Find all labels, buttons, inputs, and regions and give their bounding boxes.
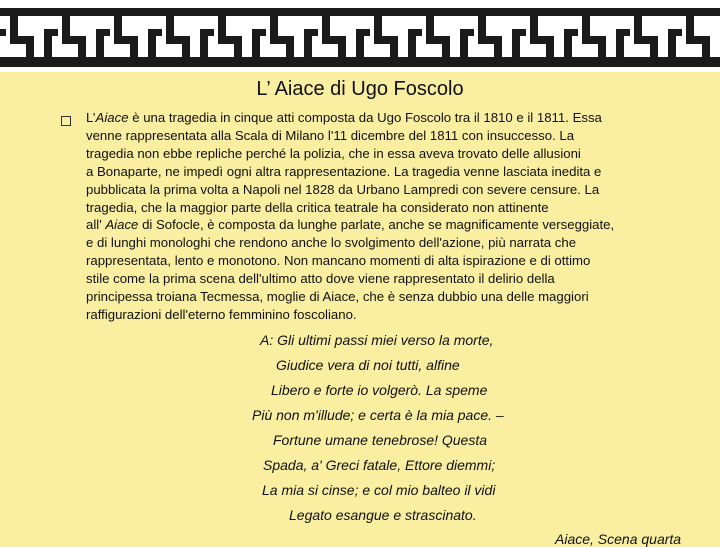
paragraph-line-3: tragedia non ebbe repliche perché la polizia, che in essa aveva trovato delle allusioni [86,145,581,161]
paragraph-line-7 [86,216,698,234]
paragraph-line-2: venne rappresentata alla Scala di Milano l'11 dicembre del 1811 con insuccesso. La [86,127,575,143]
line1-prefix: L’ [86,110,96,125]
meander-hook [0,29,6,36]
meander-hook [616,29,630,36]
poem-line-6: Spada, a' Greci fatale, Ettore diemmi; [263,457,496,473]
body-paragraph [86,109,698,324]
meander-hook [200,29,214,36]
meander-hook [460,29,474,36]
meander-stem [442,36,450,57]
meander-hook [512,29,526,36]
paragraph-line-6: tragedia, che la maggior parte della critica teatrale ha considerato non attinente [86,199,549,215]
meander-stem [546,36,554,57]
poem-line-7: La mia si cinse; e col mio balteo il vidi [262,482,496,498]
meander-hook [148,29,162,36]
paragraph-line-8: e di lunghi monologhi che rendono anche lo svolgimento dell'azione, più narrata che [86,235,577,251]
meander-stem [78,36,86,57]
meander-hook [96,29,110,36]
meander-stem [650,36,658,57]
poem-line-2: Giudice vera di noi tutti, alfine [276,357,460,373]
paragraph-line-5: pubblicata la prima volta a Napoli nel 1828 da Urbano Lampredi con severe censure. La [86,181,600,197]
greek-key-banner [0,0,720,72]
meander-stem [234,36,242,57]
line7-text: di Sofocle, è composta da lunghe parlate, anche se magnificamente verseggiate, [142,217,615,233]
paragraph-line-1 [86,109,698,127]
meander-stem [130,36,138,57]
paragraph-line-12: raffigurazioni dell'eterno femminino foscoliano. [86,306,357,322]
meander-stem [338,36,346,57]
meander-stem [390,36,398,57]
meander-hook [564,29,578,36]
meander-hook [44,29,58,36]
meander-stem [286,36,294,57]
meander-hook [356,29,370,36]
line1-text: è una tragedia in cinque atti composta da Ugo Foscolo tra il 1810 e il 1811. Essa [132,110,602,125]
meander-hook [252,29,266,36]
poem-line-8: Legato esangue e strascinato. [289,507,477,523]
page-title: L’ Aiace di Ugo Foscolo [256,78,464,100]
meander-stem [182,36,190,57]
paragraph-line-10: stile come la prima scena dell'ultimo atto dove viene rappresentato il delirio della [86,271,555,287]
meander-stem [702,36,710,57]
poem-cut-off-line: Aiace, Scena quarta [555,531,682,547]
meander-stem [26,36,34,57]
paragraph-line-11: principessa troiana Tecmessa, moglie di Aiace, che è senza dubbio una delle maggiori [86,289,589,305]
line1-italic-title: Aiace [95,110,129,125]
paragraph-line-4: a Bonaparte, ne impedì ogni altra rappresentazione. La tragedia venne lasciata inedita e [86,163,602,179]
meander-hook [408,29,422,36]
poem-line-5: Fortune umane tenebrose! Questa [273,432,488,448]
poem-line-4: Più non m'illude; e certa è la mia pace. – [252,407,504,423]
line7-italic-title: Aiace [105,217,139,233]
bullet-square-icon [61,116,71,126]
poem-line-1: A: Gli ultimi passi miei verso la morte, [260,332,494,348]
meander-hook [668,29,682,36]
meander-hook [304,29,318,36]
paragraph-line-9: rappresentata, lento e monotono. Non mancano momenti di alta ispirazione e di ottimo [86,253,591,269]
line7-prefix: all' [86,217,106,233]
meander-stem [494,36,502,57]
meander-stem [598,36,606,57]
poem-line-3: Libero e forte io volgerò. La speme [271,382,488,398]
